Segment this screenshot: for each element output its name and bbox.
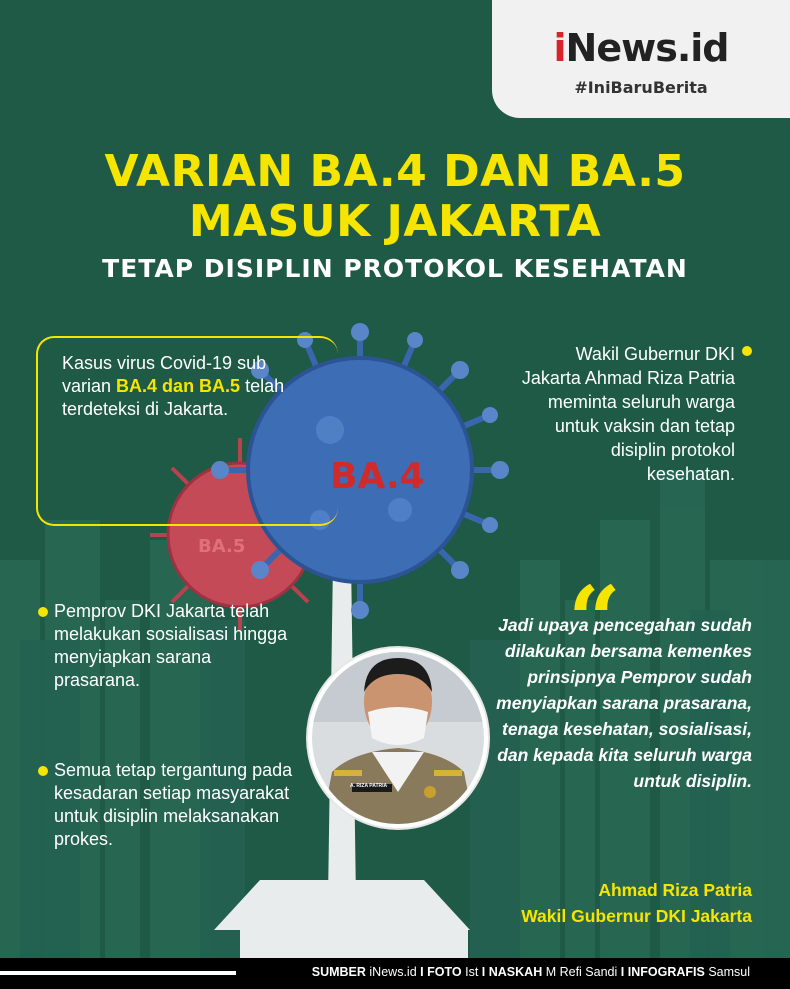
left-point-1: Pemprov DKI Jakarta telah melakukan sosialisasi hingga menyiapkan sarana prasarana. [54, 601, 288, 690]
bullet-dot-icon [742, 346, 752, 356]
quote-mark-icon: “ [568, 566, 621, 674]
official-portrait-icon [312, 652, 484, 824]
portrait-photo [308, 648, 488, 828]
quote-author-title: Wakil Gubernur DKI Jakarta [521, 906, 752, 926]
left-point-2: Semua tetap tergantung pada kesadaran setiap masyarakat untuk disiplin melaksanakan prokes. [54, 760, 293, 849]
quote-author-name: Ahmad Riza Patria [598, 880, 752, 900]
footer-credits: SUMBER iNews.id I FOTO Ist I NASKAH M Refi Sandi I INFOGRAFIS Samsul [311, 965, 750, 979]
quote-text: Jadi upaya pencegahan sudah dilakukan bersama kemenkes prinsipnya Pemprov sudah menyiapkan sarana prasarana, tenaga kesehatan, sosialisasi, dan kepada kita seluruh warga untuk disiplin. [496, 615, 752, 791]
footer-divider-line [0, 971, 236, 975]
logo-tagline: #IniBaruBerita [574, 78, 708, 97]
photo-name-tag: A. RIZA PATRIA [350, 783, 388, 789]
virus-label-ba4: BA.4 [330, 456, 425, 497]
right-point-text: Wakil Gubernur DKI Jakarta Ahmad Riza Patria meminta seluruh warga untuk vaksin dan tetap disiplin protokol kesehatan. [521, 344, 735, 484]
bullet-dot-icon [38, 766, 48, 776]
logo-panel [492, 0, 790, 118]
virus-label-ba5: BA.5 [198, 536, 246, 557]
headline-subtitle: TETAP DISIPLIN PROTOKOL KESEHATAN [102, 254, 688, 283]
bullet-dot-icon [38, 607, 48, 617]
headline-line-2: MASUK JAKARTA [188, 196, 602, 247]
headline-line-1: VARIAN BA.4 DAN BA.5 [104, 146, 686, 197]
footer-bar [0, 958, 790, 989]
inews-logo: iNews.id [553, 26, 729, 70]
info-box-text: Kasus virus Covid-19 sub varian BA.4 dan BA.5 telah terdeteksi di Jakarta. [62, 353, 285, 419]
